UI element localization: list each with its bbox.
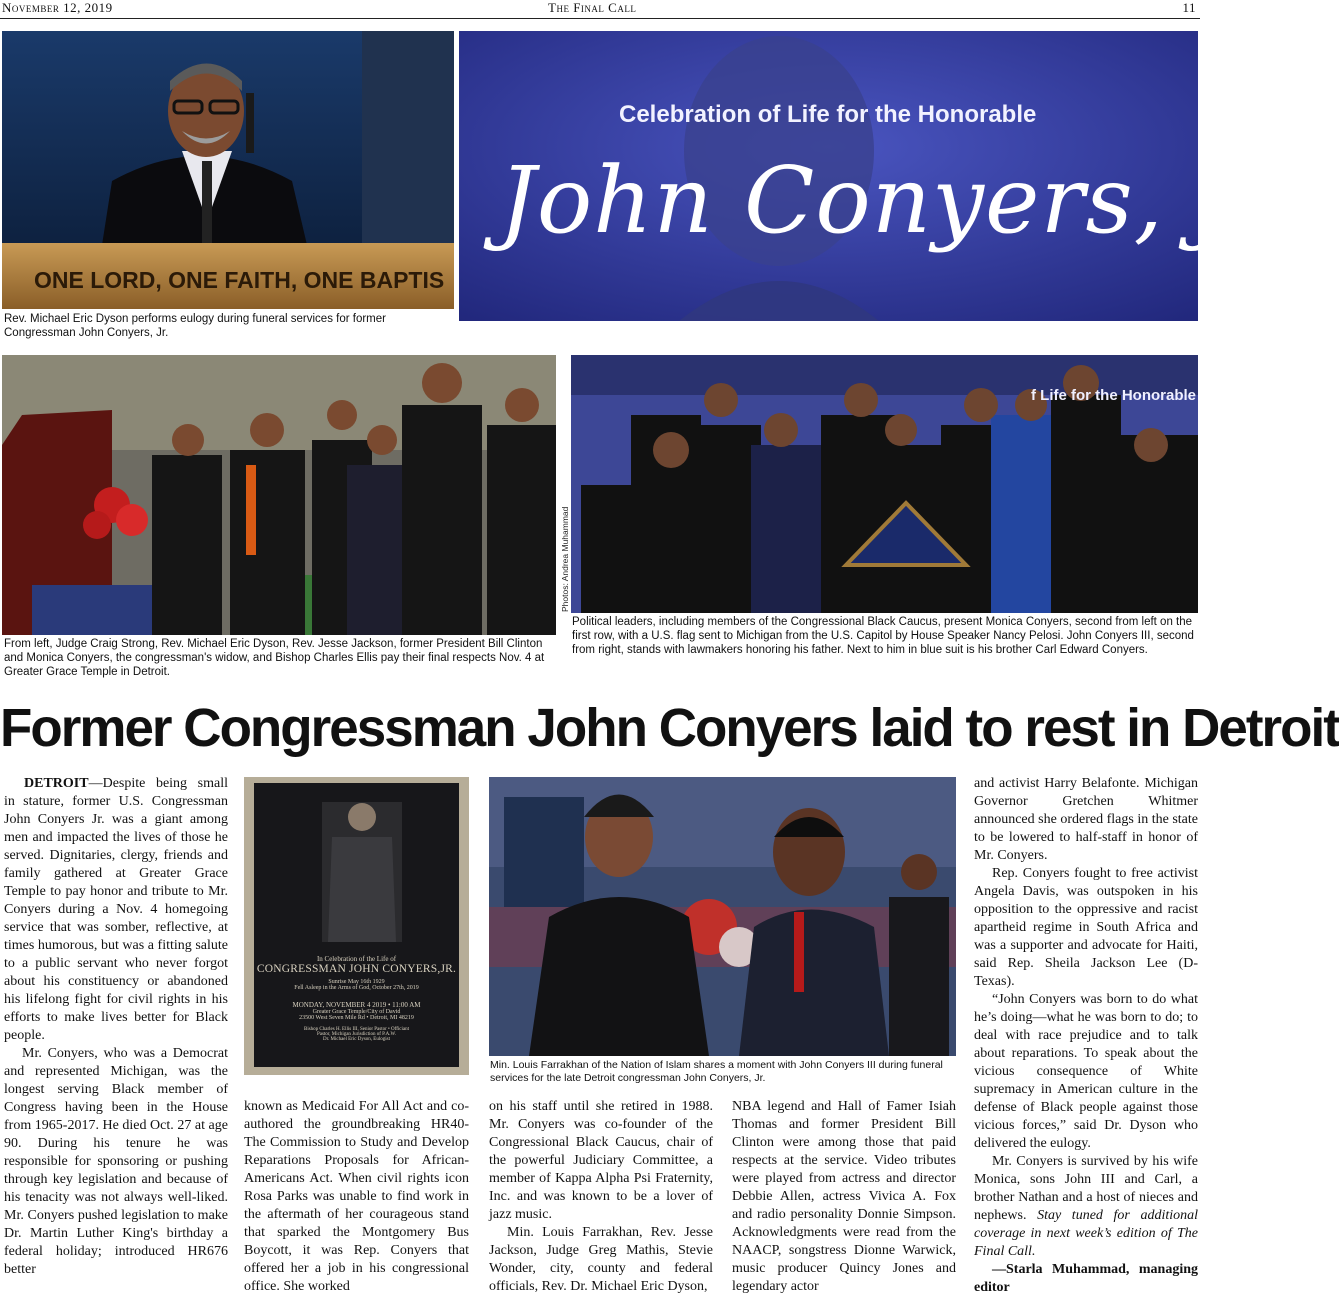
program-text <box>256 955 457 1042</box>
photo-credit: Photos: Andrea Muhammad <box>560 506 570 612</box>
program-line: Pastor, Michigan Jurisdiction of P.A.W. <box>316 1032 397 1037</box>
caption-political-leaders: Political leaders, including members of the Congressional Black Caucus, present Monica Conyers, second from left on the first row, with a U.S. flag sent to Michigan from the U.S. Capitol by House Speaker Nancy Pelosi. John Conyers III, second from right, stands with lawmakers honoring his father. Next to him in blue suit is his brother Carl Edward Conyers. <box>572 616 1194 656</box>
program-line: 23500 West Seven Mile Rd • Detroit, MI 48219 <box>299 1015 414 1021</box>
article-column-1 <box>4 775 228 1279</box>
program-line: Fell Asleep in the Arms of God, October 27th, 2019 <box>294 985 419 991</box>
program-line: Bishop Charles H. Ellis III, Senior Pastor • Officiant <box>304 1027 409 1032</box>
article-column-3 <box>489 1098 713 1296</box>
caption-dyson-eulogy: Rev. Michael Eric Dyson performs eulogy during funeral services for former Congressman John Conyers, Jr. <box>4 313 386 339</box>
program-line: Greater Grace Temple/City of David <box>312 1009 401 1015</box>
photo-farrakhan-conyers <box>489 777 956 1056</box>
banner-line-1: Celebration of Life for the Honorable <box>619 101 1037 128</box>
paragraph: Min. Louis Farrakhan, Rev. Jesse Jackson, Judge Greg Mathis, Stevie Wonder, city, county and federal officials, Rev. Dr. Michael Eric Dyson, <box>489 1225 713 1294</box>
paragraph: NBA legend and Hall of Famer Isiah Thomas and former President Bill Clinton were among those that paid respects at the service. Video tributes were played from actress and director Debbie Allen, actress Vivica A. Fox and radio personality Donnie Simpson. Acknowledgments were read from the NAACP, songstress Dionne Warwick, music producer Quincy Jones and legendary actor <box>732 1099 956 1294</box>
paragraph: —Despite being small in stature, former U.S. Congressman John Conyers Jr. was a giant among men and impacted the lives of those he served. Dignitaries, clergy, friends and family gathered at Greater Grace Temple to pay honor and tribute to Mr. Conyers during a Nov. 4 homegoing service that was somber, reflective, at times humorous, but was a fitting salute to a public servant who never forgot about his constituency or abandoned his lifelong fight for civil rights in his efforts to make lives better for Black people. <box>4 776 228 1043</box>
program-line: Dr. Michael Eric Dyson, Eulogist <box>323 1037 390 1042</box>
article-column-4 <box>732 1098 956 1296</box>
photo-dyson-eulogy <box>2 31 454 309</box>
issue-date: November 12, 2019 <box>2 0 113 15</box>
photo-political-leaders <box>571 355 1198 613</box>
paragraph: and activist Harry Belafonte. Michigan Governor Gretchen Whitmer announced she ordered flags in the state to be lowered to half-staff in honor of Mr. Conyers. <box>974 776 1198 863</box>
byline: —Starla Muhammad, managing editor <box>974 1262 1198 1295</box>
publication-name: The Final Call <box>548 0 637 15</box>
caption-farrakhan-conyers: Min. Louis Farrakhan of the Nation of Islam shares a moment with John Conyers III during funeral services for the late Detroit congressman John Conyers, Jr. <box>490 1059 943 1084</box>
paragraph: known as Medicaid For All Act and co-authored the groundbreaking HR40-The Commission to Study and Develop Reparations Proposals for African-Americans Act. When civil rights icon Rosa Parks was unable to find work in the aftermath of her courageous stand that sparked the Montgomery Bus Boycott, it was Rep. Conyers that offered her a job in his congressional office. She worked <box>244 1099 469 1294</box>
paragraph: Mr. Conyers is survived by his wife Monica, sons John III and Carl, a brother Nathan and a host of nieces and nephews. <box>974 1154 1198 1223</box>
page-number: 11 <box>1182 0 1196 15</box>
caption-final-respects: From left, Judge Craig Strong, Rev. Michael Eric Dyson, Rev. Jesse Jackson, former President Bill Clinton and Monica Conyers, the congressman's widow, and Bishop Charles Ellis pay their final respects Nov. 4 at Greater Grace Temple in Detroit. <box>4 638 545 678</box>
backdrop-text: f Life for the Honorable <box>1031 387 1196 404</box>
dateline: DETROIT <box>24 776 89 791</box>
photo-celebration-banner <box>459 31 1278 321</box>
coverage-note: Stay tuned for additional coverage in next week’s edition of The Final Call. <box>974 1208 1199 1259</box>
program-line: In Celebration of the Life of <box>316 955 397 963</box>
paragraph: Mr. Conyers, who was a Democrat and represented Michigan, was the longest serving Black member of Congress having been in the House from 1965-2017. He died Oct. 27 at age 90. During his tenure he was responsible for sponsoring or pushing through key legislation and because of his tenacity was not always well-liked. Mr. Conyers pushed legislation to make Dr. Martin Luther King's birthday a federal holiday; introduced HR676 better <box>4 1046 228 1277</box>
paragraph: on his staff until she retired in 1988. Mr. Conyers was co-founder of the Congressional Black Caucus, chair of the powerful Judiciary Committee, a member of Kappa Alpha Psi Fraternity, Inc. and was known to be a lover of jazz music. <box>489 1099 713 1222</box>
podium-inscription: ONE LORD, ONE FAITH, ONE BAPTIS <box>34 267 445 293</box>
paragraph: “John Conyers was born to do what he’s doing—what he was born to do; to deal with race prejudice and to talk about reparations. To speak about the vicious consequence of White supremacy in American culture in the defense of Black people against those vicious forces,” said Dr. Dyson who delivered the eulogy. <box>974 992 1198 1151</box>
program-line: Sunrise May 16th 1929 <box>328 979 385 985</box>
article-column-5 <box>974 775 1198 1297</box>
paragraph: Rep. Conyers fought to free activist Angela Davis, was outspoken in his opposition to the oppressive and racist apartheid regime in South Africa and was a supporter and advocate for Haiti, said Rep. Sheila Jackson Lee (D-Texas). <box>974 866 1198 989</box>
banner-line-2: John Conyers, Jr <box>499 147 1278 254</box>
article-headline: Former Congressman John Conyers laid to rest in Detroit <box>0 698 1339 758</box>
program-line: MONDAY, NOVEMBER 4 2019 • 11:00 AM <box>292 1001 421 1009</box>
article-column-2 <box>244 1098 469 1296</box>
program-title: CONGRESSMAN JOHN CONYERS,JR. <box>256 963 457 975</box>
photo-final-respects <box>2 355 556 635</box>
photo-funeral-program <box>244 777 469 1075</box>
